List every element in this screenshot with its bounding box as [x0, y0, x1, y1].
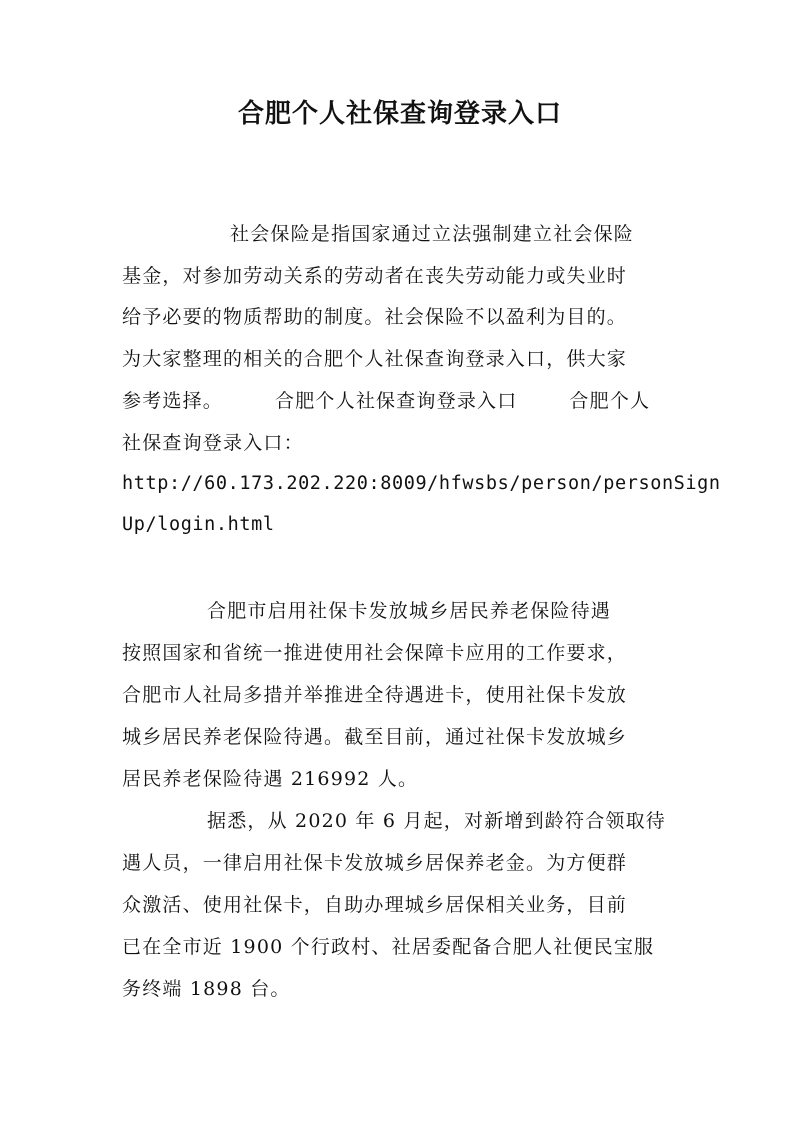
- para1-line3: 给予必要的物质帮助的制度。社会保险不以盈利为目的。: [122, 306, 628, 328]
- para3-line5: 务终端 1898 台。: [122, 978, 291, 1000]
- para1-line2: 基金，对参加劳动关系的劳动者在丧失劳动能力或失业时: [122, 265, 628, 287]
- para1-line5-a: 参考选择。: [122, 390, 224, 412]
- para1-line5: [122, 386, 650, 413]
- para3-line3: 众激活、使用社保卡，自助办理城乡居保相关业务，目前: [122, 894, 628, 916]
- page-title: 合肥个人社保查询登录入口: [237, 99, 562, 129]
- para2-line2: 按照国家和省统一推进使用社会保障卡应用的工作要求，: [122, 642, 628, 664]
- para3-line4: 已在全市近 1900 个行政村、社居委配备合肥人社便民宝服: [122, 936, 655, 958]
- para3-line2: 遇人员，一律启用社保卡发放城乡居保养老金。为方便群: [122, 852, 628, 874]
- para2-line1: 合肥市启用社保卡发放城乡居民养老保险待遇: [207, 600, 612, 622]
- para3-line1: 据悉，从 2020 年 6 月起，对新增到龄符合领取待: [207, 810, 667, 832]
- para2-line4: 城乡居民养老保险待遇。截至目前，通过社保卡发放城乡: [122, 726, 628, 748]
- para2-line5: 居民养老保险待遇 216992 人。: [122, 768, 419, 790]
- para2-line3: 合肥市人社局多措并举推进全待遇进卡，使用社保卡发放: [122, 684, 628, 706]
- login-url-line1[interactable]: http://60.173.202.220:8009/hfwsbs/person/personSign: [122, 473, 721, 494]
- login-url-line2[interactable]: Up/login.html: [122, 514, 275, 535]
- para1-line4: 为大家整理的相关的合肥个人社保查询登录入口，供大家: [122, 348, 628, 370]
- para1-line5-b: 合肥个人社保查询登录入口: [275, 390, 518, 412]
- para1-line6: 社保查询登录入口：: [122, 432, 304, 454]
- para1-line5-c: 合肥个人: [569, 390, 651, 412]
- para1-line1: 社会保险是指国家通过立法强制建立社会保险: [230, 223, 635, 245]
